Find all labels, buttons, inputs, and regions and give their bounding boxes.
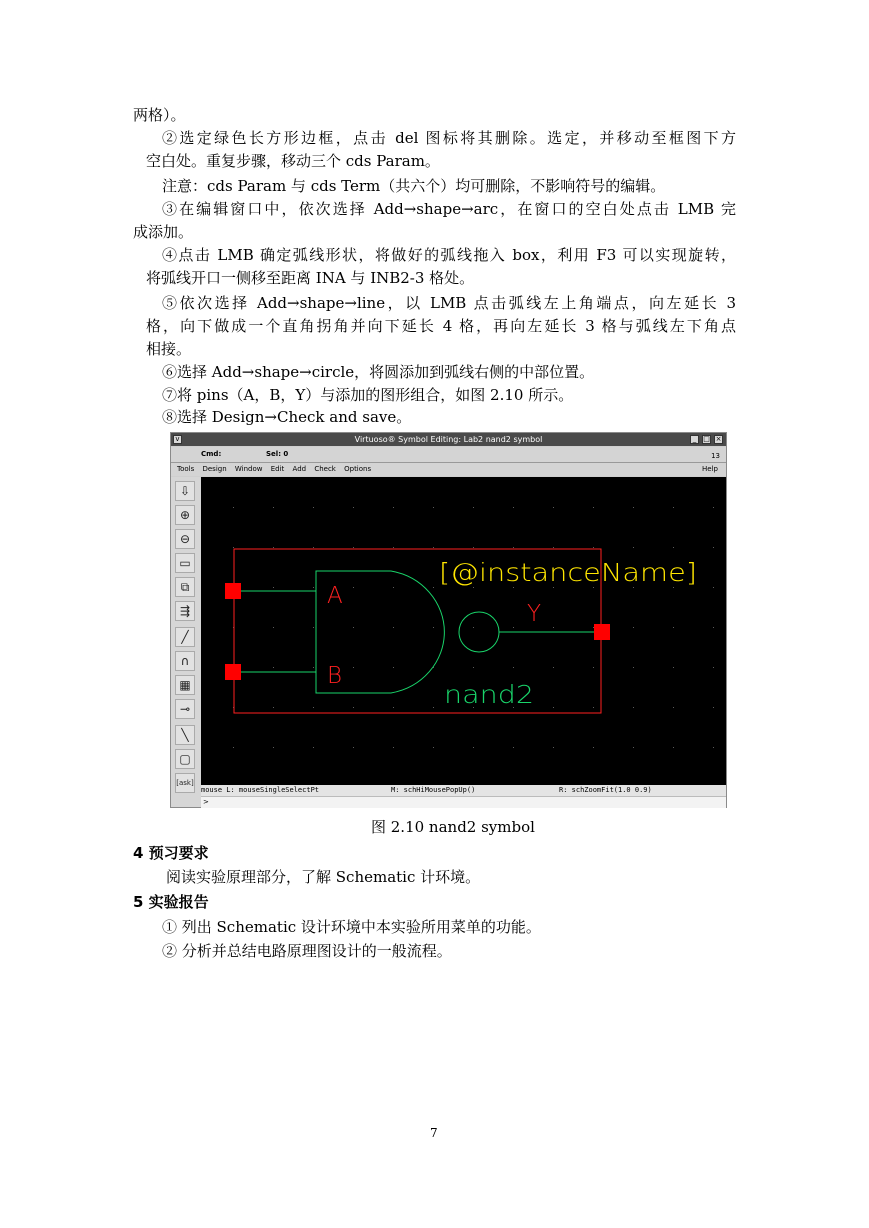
rectangle-icon[interactable]: ▦ [175,675,195,695]
menu-design[interactable]: Design [202,465,227,473]
text-line: ⑥选择 Add→shape→circle，将圆添加到弧线右侧的中部位置。 [162,363,595,381]
grid-dot [273,747,274,748]
section-4-body: 阅读实验原理部分，了解 Schematic 计环境。 [166,868,481,886]
menu-edit[interactable]: Edit [270,465,285,473]
pin-icon[interactable]: ⊸ [175,699,195,719]
grid-dot [313,627,314,628]
schematic-canvas[interactable] [201,477,726,785]
grid-dot [633,627,634,628]
grid-dot [393,707,394,708]
grid-dot [233,547,234,548]
text-line: 成添加。 [133,223,194,241]
grid-dot [393,747,394,748]
grid-dot [433,587,434,588]
menu-help[interactable]: Help [702,465,718,473]
grid-dot [713,547,714,548]
menu-tools[interactable]: Tools [177,465,195,473]
tool-palette [171,477,202,807]
figure-caption: 图 2.10 nand2 symbol [371,818,535,836]
grid-dot [673,627,674,628]
grid-dot [553,667,554,668]
close-button[interactable]: × [715,435,722,443]
text-line: ④点击 LMB 确定弧线形状，将做好的弧线拖入 box，利用 F3 可以实现旋转， [162,246,736,264]
figure-screenshot [170,432,727,808]
grid-dot [513,507,514,508]
grid-dot [353,627,354,628]
grid-dot [353,707,354,708]
grid-dot [393,547,394,548]
grid-dot [593,507,594,508]
minimize-button[interactable]: _ [690,435,699,444]
prompt-symbol: > [203,798,209,806]
grid-dot [713,587,714,588]
mouse-binding-bar [201,785,726,796]
section-5-item-1: ① 列出 Schematic 设计环境中本实验所用菜单的功能。 [162,918,541,936]
grid-dot [673,547,674,548]
grid-dot [273,587,274,588]
status-bar [171,447,726,463]
grid-dot [673,707,674,708]
text-line: 空白处。重复步骤，移动三个 cds Param。 [146,152,440,170]
grid-dot [433,707,434,708]
symbol-drawing [201,477,726,785]
grid-dots [233,507,714,748]
cell-name-label: nand2 [444,680,534,709]
grid-dot [553,707,554,708]
grid-dot [473,587,474,588]
ask-button[interactable]: [ask] [175,773,195,793]
grid-dot [473,547,474,548]
grid-dot [713,707,714,708]
grid-dot [593,707,594,708]
window-titlebar [171,433,726,446]
window-title: Virtuoso® Symbol Editing: Lab2 nand2 symbol [354,435,543,444]
grid-dot [353,587,354,588]
menu-check[interactable]: Check [314,465,336,473]
grid-dot [273,707,274,708]
grid-dot [513,547,514,548]
grid-dot [513,747,514,748]
pin-a-label: A [327,583,343,609]
grid-dot [433,547,434,548]
grid-dot [433,747,434,748]
pin-b-marker[interactable] [225,664,241,680]
pin-y-label: Y [527,601,542,627]
grid-dot [273,627,274,628]
grid-dot [233,507,234,508]
grid-dot [313,587,314,588]
grid-dot [313,507,314,508]
section-5-item-2: ② 分析并总结电路原理图设计的一般流程。 [162,942,452,960]
grid-dot [473,507,474,508]
save-icon[interactable]: ⇩ [175,481,195,501]
grid-dot [313,707,314,708]
counter: 13 [711,452,720,460]
grid-dot [353,507,354,508]
line-icon[interactable]: ╱ [175,627,195,647]
grid-dot [393,667,394,668]
pin-b-label: B [327,663,343,689]
text-line: ⑤依次选择 Add→shape→line，以 LMB 点击弧线左上角端点，向左延长 3 [162,294,736,312]
grid-dot [713,507,714,508]
menu-bar [171,463,726,476]
grid-dot [713,747,714,748]
grid-dot [633,507,634,508]
grid-dot [593,627,594,628]
text-line: 将弧线开口一侧移至距离 INA 与 INB2-3 格处。 [146,269,475,287]
command-prompt[interactable] [201,796,726,808]
grid-dot [433,507,434,508]
grid-dot [473,627,474,628]
grid-dot [353,547,354,548]
page-number: 7 [430,1126,438,1140]
grid-dot [393,587,394,588]
grid-dot [553,547,554,548]
grid-dot [393,627,394,628]
grid-dot [513,667,514,668]
zoom-in-icon[interactable]: ⊕ [175,505,195,525]
grid-dot [553,747,554,748]
grid-dot [593,587,594,588]
menu-add[interactable]: Add [292,465,307,473]
stretch-icon[interactable]: ▭ [175,553,195,573]
cmd-label: Cmd: [201,450,222,458]
text-line: 格，向下做成一个直角拐角并向下延长 4 格，再向左延长 3 格与弧线左下角点 [146,317,736,335]
section-5-title: 5 实验报告 [133,893,209,911]
grid-dot [553,587,554,588]
grid-dot [313,547,314,548]
instance-name-label: [@instanceName] [439,558,697,587]
text-line: ⑧选择 Design→Check and save。 [162,408,412,426]
grid-dot [353,667,354,668]
grid-dot [473,667,474,668]
grid-dot [473,747,474,748]
pin-a-marker[interactable] [225,583,241,599]
pin-y-marker[interactable] [594,624,610,640]
grid-dot [273,507,274,508]
grid-dot [673,587,674,588]
grid-dot [593,667,594,668]
grid-dot [513,627,514,628]
window-menu-button[interactable]: v [173,435,182,444]
grid-dot [633,747,634,748]
inversion-bubble [459,612,499,652]
grid-dot [593,547,594,548]
grid-dot [313,667,314,668]
grid-dot [273,547,274,548]
mouse-middle-binding: M: schHiMousePopUp() [391,786,476,794]
grid-dot [633,667,634,668]
move-icon[interactable]: ⇶ [175,601,195,621]
grid-dot [593,747,594,748]
grid-dot [673,507,674,508]
text-line: 注意：cds Param 与 cds Term（共六个）均可删除，不影响符号的编辑。 [162,177,666,195]
text-line: ⑦将 pins（A，B，Y）与添加的图形组合，如图 2.10 所示。 [162,386,574,404]
text-line: ③在编辑窗口中，依次选择 Add→shape→arc，在窗口的空白处点击 LMB 完 [162,200,736,218]
grid-dot [633,707,634,708]
text-line: ②选定绿色长方形边框，点击 del 图标将其删除。选定，并移动至框图下方 [162,129,736,147]
arc-icon[interactable]: ∩ [175,651,195,671]
grid-dot [673,747,674,748]
grid-dot [273,667,274,668]
grid-dot [433,627,434,628]
wire-icon[interactable]: ╲ [175,725,195,745]
maximize-button[interactable]: □ [703,435,710,443]
grid-dot [713,627,714,628]
grid-dot [513,587,514,588]
grid-dot [713,667,714,668]
grid-dot [393,507,394,508]
grid-dot [233,747,234,748]
grid-dot [633,547,634,548]
mouse-right-binding: R: schZoomFit(1.0 0.9) [559,786,652,794]
grid-dot [353,747,354,748]
text-line: 两格）。 [133,106,186,124]
text-line: 相接。 [146,340,192,358]
grid-dot [553,627,554,628]
mouse-left-binding: mouse L: mouseSingleSelectPt [201,786,320,794]
grid-dot [553,507,554,508]
zoom-out-icon[interactable]: ⊖ [175,529,195,549]
grid-dot [673,667,674,668]
grid-dot [633,587,634,588]
copy-icon[interactable]: ⧉ [175,577,195,597]
menu-options[interactable]: Options [344,465,372,473]
sel-label: Sel: 0 [266,450,289,458]
section-4-title: 4 预习要求 [133,844,209,862]
menu-window[interactable]: Window [234,465,263,473]
property-icon[interactable]: ▢ [175,749,195,769]
grid-dot [313,747,314,748]
